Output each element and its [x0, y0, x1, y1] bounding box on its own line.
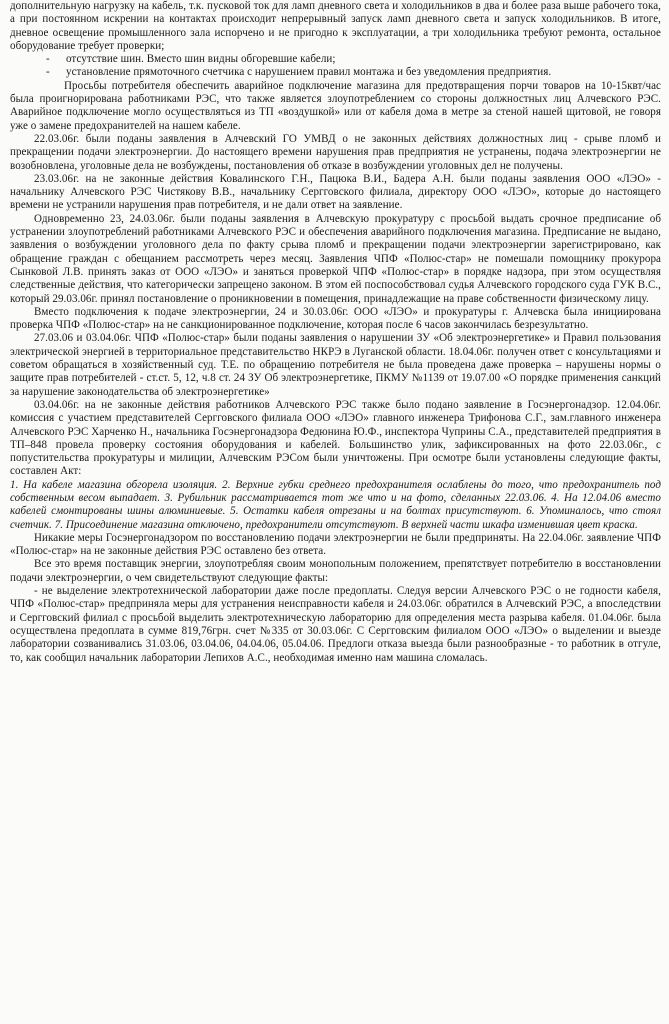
paragraph-prosecutor-statement: Одновременно 23, 24.03.06г. были поданы заявления в Алчевскую прокуратуру с просьбой выдать срочное предписание об устранении злоупотреблений работниками Алчевского РЭС и обеспечения аварийного подключения магазина. Предписание не выдано, заявления о возбуждении уголовного дела по факту срыва пломб и прекращении подачи электроэнергии зарегистрировано, как обращение граждан с обещанием рассмотреть через месяц. Заявления ЧПФ «Полюс-стар» не помешали помощнику прокурора Сынковой Л.В. принять заказ от ООО «ЛЭО» и заняться проверкой ЧПФ «Полюс-стар» в порядке надзора, при этом осуществляя следственные действия, что категорически запрещено законом. В этом ей поспособствовал судья Алчевского городского суда ГУК В.С., который 29.03.06г. принял постановление о проникновении в помещения, принадлежащие на праве собственности физическому лицу.	[10, 212, 661, 305]
paragraph-continuation: дополнительную нагрузку на кабель, т.к. пусковой ток для ламп дневного света и холодильников в два и более раза выше рабочего тока, а при постоянном искрении на контактах происходит непрерывный запуск ламп дневного света и запуск холодильников. В итоге, дневное освещение промышленного зала испорчено и не пригодно к эксплуатации, а три холодильника требуют ремонта, остальное оборудование требует проверки;	[10, 0, 661, 52]
bullet-dash: -	[46, 53, 50, 66]
paragraph-laboratory-refusal: - не выделение электротехнической лаборатории даже после предоплаты. Следуя версии Алчевского РЭС о не годности кабеля, ЧПФ «Полюс-стар» предприняла меры для устранения неисправности кабеля и 24.03.06г. обратился в Алчевский РЭС, а впоследствии и Сергговский филиал с просьбой выделить электротехническую лабораторию для определения места разрыва кабеля. 01.04.06г. была осуществлена предоплата в сумме 819,76грн. счет №335 от 30.03.06г. С Сергговским филиалом ООО «ЛЭО» о выделении и выезде лаборатории созванивались 31.03.06, 03.04.06, 04.04.06, 05.04.06. Предлоги отказа выезда были разнообразные - то работник в отгуле, то, как сообщил начальник лаборатории Лепихов А.С., необходимая именно нам машина сломалась.	[10, 585, 661, 664]
paragraph-act-findings: 1. На кабеле магазина обгорела изоляция. 2. Верхние губки среднего предохранителя ослаблены до того, что предохранитель под собственным весом выпадает. 3. Рубильник рассматривается тот же что и на фото, сделанных 22.03.06. 4. На 12.04.06 вместо кабелей смонтированы шины алюминиевые. 5. Остатки кабеля отрезаны и на болтах присутствуют. 6. Упоминалось, что стоял счетчик. 7. Присоединение магазина отключено, предохранители отсутствуют. В верхней части шкафа изменившая цвет краска.	[10, 478, 661, 531]
paragraph-inspection-initiated: Вместо подключения к подаче электроэнергии, 24 и 30.03.06г. ООО «ЛЭО» и прокуратуры г. Алчевска была инициирована проверка ЧПФ «Полюс-стар» на не санкционированное подключение, которая после 6 часов закончилась безрезультатно.	[10, 305, 661, 332]
paragraph-police-statement: 22.03.06г. были поданы заявления в Алчевский ГО УМВД о не законных действиях должностных лиц - срыве пломб и прекращении подачи электроэнергии. До настоящего времени нарушения прав предприятия не устранены, подача электроэнергии не возобновлена, уголовные дела не возбуждены, постановления об отказе в возбуждении уголовных дел не получены.	[10, 132, 661, 172]
paragraph-nkre-statement: 27.03.06 и 03.04.06г. ЧПФ «Полюс-стар» были поданы заявления о нарушении ЗУ «Об электроэнергетике» и Правил пользования электрической энергией в территориальное представительство НКРЭ в Луганской области. 18.04.06г. получен ответ с консультациями и советом обращаться в хозяйственный суд. Т.Е. по обращению потребителя не была проведена даже проверка – нарушены нормы о защите прав потребителей - ст.ст. 5, 12, ч.8 ст. 24 ЗУ Об электроэнергетике, ПКМУ №1139 от 19.07.00 «О порядке применения санкций за нарушение законодательства об электроэнергетике»	[10, 332, 661, 398]
paragraph-monopoly-abuse: Все это время поставщик энергии, злоупотребляя своим монопольным положением, препятствует потребителю в восстановлении подачи электроэнергии, о чем свидетельствуют следующие факты:	[10, 558, 661, 584]
bullet-item-no-busbars: - отсутствие шин. Вместо шин видны обгоревшие кабели;	[46, 53, 336, 66]
paragraph-emergency-request: Просьбы потребителя обеспечить аварийное подключение магазина для предотвращения порчи товаров на 10-15квт/час была проигнорирована работниками РЭС, что также является злоупотреблением со стороны должностных лиц Алчевского РЭС. Аварийное подключение могло осуществляться из ТП «воздушкой» или от кабеля дома в метре за стеной нашей щитовой, не говоря уже о замене предохранителей на нашем кабеле.	[10, 79, 661, 132]
paragraph-no-measures: Никакие меры Госэнергонадзором по восстановлению подачи электроэнергии не были предприняты. На 22.04.06г. заявление ЧПФ «Полюс-стар» на не законные действия РЭС оставлено без ответа.	[10, 531, 661, 558]
paragraph-leo-statement: 23.03.06г. на не законные действия Ковалинского Г.Н., Пацюка В.И., Бадера А.Н. были поданы заявления ООО «ЛЭО» - начальнику Алчевского РЭС Чистякову В.В., начальнику Сергговского филиала, директору ООО «ЛЭО», которые до настоящего времени не устранили нарушения прав потребителя, и не дали ответ на заявление.	[10, 172, 661, 212]
bullet-item-meter-install: - установление прямоточного счетчика с нарушением правил монтажа и без уведомления предприятия.	[46, 66, 552, 79]
paragraph-gosenergonadzor-statement: 03.04.06г. на не законные действия работников Алчевского РЭС также было подано заявление в Госэнергонадзор. 12.04.06г. комиссия с участием представителей Сергговского филиала ООО «ЛЭО» главного инженера Трифонова С.Г., зам.главного инженера Алчевского РЭС Харченко Н., начальника Госэнергонадзора Федюнина Ю.Ф., инспектора Чуприны С.А., представителей предприятия в ТП–848 провела проверку состояния оборудования и кабелей. Большинство улик, зафиксированных на фото 22.03.06г., с попустительства прокуратуры и милиции, Алчевским РЭСом были уничтожены. При осмотре были установлены следующие факты, составлен Акт:	[10, 398, 661, 478]
bullet-dash: -	[46, 66, 50, 79]
